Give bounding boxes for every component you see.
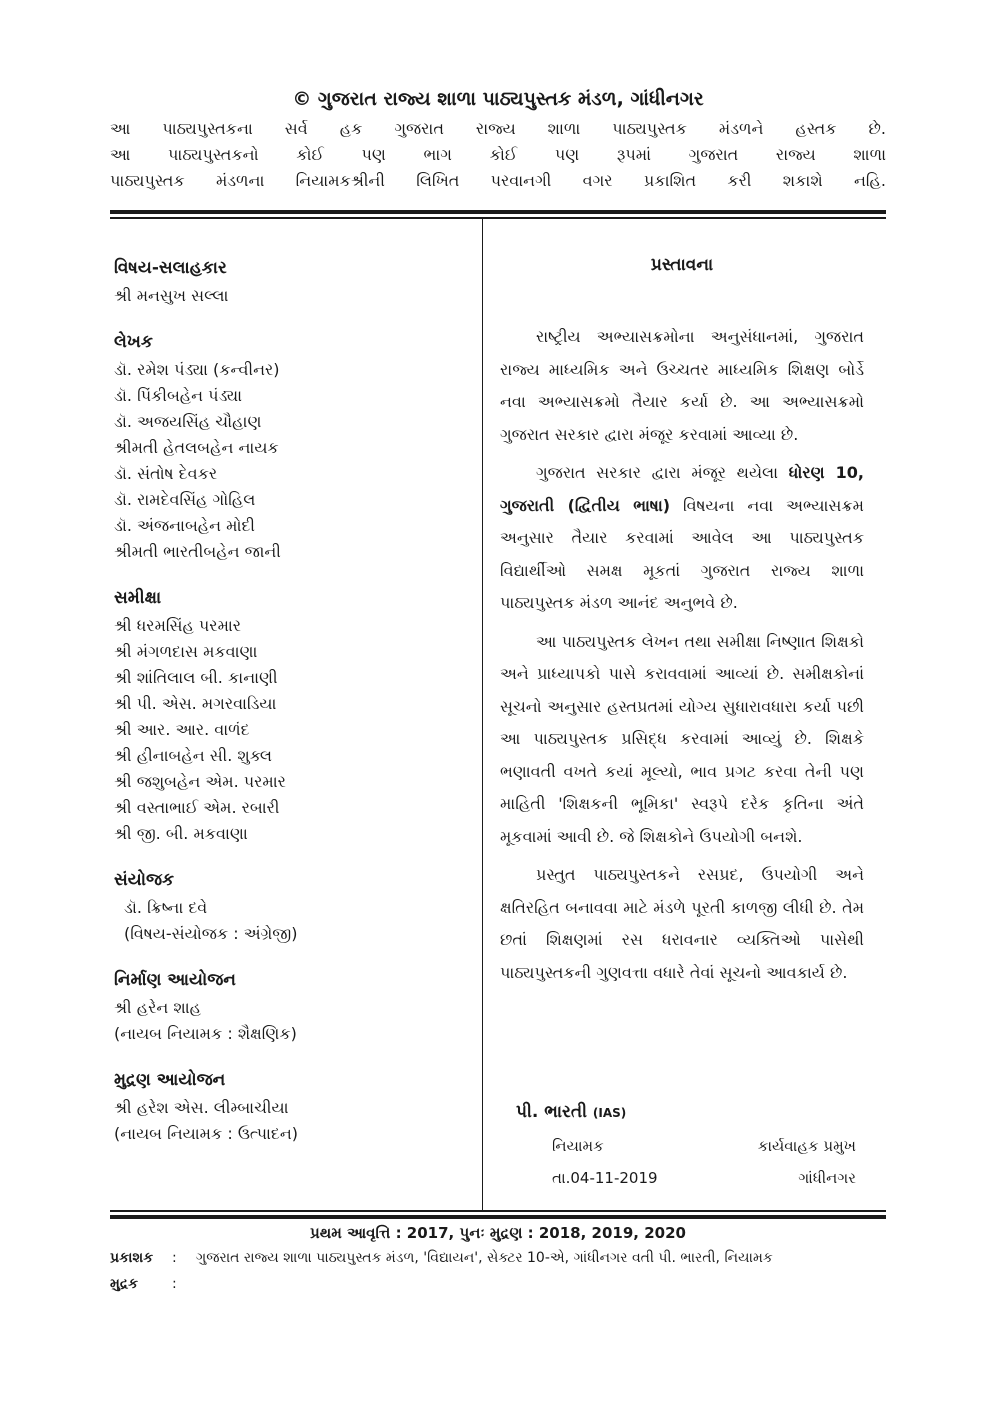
member-role: (વિષય-સંયોજક : અંગ્રેજી) [124, 924, 298, 943]
signatory-name-text: પી. ભારતી [516, 1102, 587, 1122]
signature-date-place [516, 1162, 876, 1194]
publisher-label: પ્રકાશક [110, 1250, 154, 1266]
section-title: વિષય-સલાહકાર [114, 258, 227, 278]
member-name: ડૉ. રમેશ પંડ્યા (કન્વીનર) [114, 360, 280, 379]
preface-text: વિષયના નવા અભ્યાસક્રમ અનુસાર તૈયાર કરવામાં આવેલ આ પાઠ્યપુસ્તક વિદ્યાર્થીઓ સમક્ષ મૂકતાં ગુજરાત રાજ્ય શાળા પાઠ્યપુસ્તક મંડળ આનંદ અનુભવે છે. [500, 495, 864, 612]
copyright-title: © ગુજરાત રાજ્ય શાળા પાઠ્યપુસ્તક મંડળ, ગાંધીનગર [292, 88, 704, 110]
section-title: મુદ્રણ આયોજન [114, 1070, 226, 1090]
bottom-divider-thick [110, 1215, 886, 1219]
preface-paragraph [500, 457, 864, 620]
member-name: શ્રી હીનાબહેન સી. શુક્લ [114, 746, 272, 765]
preface-paragraph: આ પાઠ્યપુસ્તક લેખન તથા સમીક્ષા નિષ્ણાત શિક્ષકો અને પ્રાધ્યાપકો પાસે કરાવવામાં આવ્યાં છે. સમીક્ષકોનાં સૂચનો અનુસાર હસ્તપ્રતમાં યોગ્ય સુધારાવધારા કર્યા પછી આ પાઠ્યપુસ્તક પ્રસિદ્ધ કરવામાં આવ્યું છે. શિક્ષકે ભણાવતી વખતે કયાં મૂલ્યો, ભાવ પ્રગટ કરવા તેની પણ માહિતી 'શિક્ષકની ભૂમિકા' સ્વરૂપે દરેક કૃતિના અંતે મૂકવામાં આવી છે. જે શિક્ષકોને ઉપયોગી બનશે. [500, 631, 864, 846]
member-name: શ્રી જશુબહેન એમ. પરમાર [114, 772, 286, 791]
section-title: સંયોજક [114, 870, 175, 890]
printer-label: મુદ્રક [110, 1276, 139, 1292]
member-name: શ્રી મંગળદાસ મકવાણા [114, 642, 258, 661]
member-name: શ્રી ધરમસિંહ પરમાર [114, 616, 242, 635]
signatory-role: કાર્યવાહક પ્રમુખ [757, 1137, 856, 1155]
copyright-header [110, 88, 886, 194]
member-name: ડૉ. અજયસિંહ ચૌહાણ [114, 412, 262, 431]
member-name: ડૉ. અંજનાબહેન મોદી [114, 516, 255, 535]
printer-separator: : [172, 1276, 177, 1292]
credits-section-production [114, 967, 469, 1047]
copyright-line: પાઠ્યપુસ્તક મંડળના નિયામકશ્રીની લિખિત પરવાનગી વગર પ્રકાશિત કરી શકાશે નહિ. [110, 171, 886, 190]
copyright-line: આ પાઠ્યપુસ્તકનો કોઈ પણ ભાગ કોઈ પણ રૂપમાં ગુજરાત રાજ્ય શાળા [110, 145, 886, 164]
member-name: શ્રી આર. આર. વાળંદ [114, 720, 250, 739]
section-title: લેખક [114, 332, 153, 352]
printer-row [110, 1276, 886, 1292]
preface-paragraph: રાષ્ટ્રીય અભ્યાસક્રમોના અનુસંધાનમાં, ગુજરાત રાજ્ય માધ્યમિક અને ઉચ્ચતર માધ્યમિક શિક્ષણ બોર્ડે નવા અભ્યાસક્રમો તૈયાર કર્યા છે. આ અભ્યાસક્રમો ગુજરાત સરકાર દ્વારા મંજૂર કરવામાં આવ્યા છે. [500, 327, 864, 444]
member-name: શ્રી હરેન શાહ [114, 998, 201, 1017]
member-name: ડૉ. પિંકીબહેન પંડ્યા [114, 386, 242, 405]
publisher-separator: : [172, 1250, 177, 1266]
signatory-name [516, 1102, 876, 1122]
credits-section-advisor [114, 255, 469, 309]
member-role: (નાયબ નિયામક : શૈક્ષણિક) [114, 1024, 297, 1043]
credits-section-printing [114, 1067, 469, 1147]
top-divider-thin [110, 217, 886, 219]
preface-paragraph: પ્રસ્તુત પાઠ્યપુસ્તકને રસપ્રદ, ઉપયોગી અને ક્ષતિરહિત બનાવવા માટે મંડળે પૂરતી કાળજી લીધી છે. તેમ છતાં શિક્ષણમાં રસ ધરાવનાર વ્યક્તિઓ પાસેથી પાઠ્યપુસ્તકની ગુણવત્તા વધારે તેવાં સૂચનો આવકાર્ય છે. [500, 865, 864, 982]
signature-roles [516, 1130, 876, 1162]
credits-section-reviewers [114, 585, 469, 847]
preface-title: પ્રસ્તાવના [650, 255, 714, 275]
member-name: શ્રી પી. એસ. મગરવાડિયા [114, 694, 277, 713]
publisher-value: ગુજરાત રાજ્ય શાળા પાઠ્યપુસ્તક મંડળ, 'વિદ્યાયન', સેક્ટર 10-એ, ગાંધીનગર વતી પી. ભારતી, નિયામક [196, 1250, 773, 1266]
edition-line: પ્રથમ આવૃત્તિ : 2017, પુનઃ મુદ્રણ : 2018, 2019, 2020 [310, 1224, 686, 1242]
top-divider-thick [110, 210, 886, 214]
copyright-line: આ પાઠ્યપુસ્તકના સર્વ હક ગુજરાત રાજ્ય શાળા પાઠ્યપુસ્તક મંડળને હસ્તક છે. [110, 119, 886, 138]
section-title: સમીક્ષા [114, 588, 162, 608]
credits-column [114, 255, 469, 1167]
signature-date: તા.04-11-2019 [552, 1169, 658, 1187]
publisher-row [110, 1250, 886, 1266]
signatory-role: નિયામક [552, 1137, 604, 1155]
credits-section-authors [114, 329, 469, 565]
credits-section-coordinator [114, 867, 469, 947]
member-name: શ્રી જી. બી. મકવાણા [114, 824, 248, 843]
member-name: ડૉ. ક્રિષ્ના દવે [124, 898, 208, 917]
member-name: શ્રીમતી હેતલબહેન નાયક [114, 438, 279, 457]
member-name: શ્રી શાંતિલાલ બી. કાનાણી [114, 668, 278, 687]
preface-bold-text: ધોરણ 10, ગુજરાતી (દ્વિતીય ભાષા) [500, 463, 865, 515]
preface-column [500, 255, 864, 995]
preface-text: ગુજરાત સરકાર દ્વારા મંજૂર થયેલા [536, 463, 789, 482]
member-name: શ્રી હરેશ એસ. લીમ્બાચીયા [114, 1098, 289, 1117]
column-divider [482, 219, 483, 1210]
member-name: ડૉ. સંતોષ દેવકર [114, 464, 218, 483]
member-name: શ્રીમતી ભારતીબહેન જાની [114, 542, 281, 561]
member-name: ડૉ. રામદેવસિંહ ગોહિલ [114, 490, 256, 509]
member-name: શ્રી મનસુખ સલ્લા [114, 286, 229, 305]
member-role: (નાયબ નિયામક : ઉત્પાદન) [114, 1124, 299, 1143]
member-name: શ્રી વસ્તાભાઈ એમ. રબારી [114, 798, 280, 817]
bottom-divider-thin [110, 1210, 886, 1212]
section-title: નિર્માણ આયોજન [114, 970, 236, 990]
signatory-suffix: (IAS) [592, 1106, 627, 1120]
signature-place: ગાંધીનગર [798, 1169, 856, 1187]
signature-block [516, 1102, 876, 1194]
